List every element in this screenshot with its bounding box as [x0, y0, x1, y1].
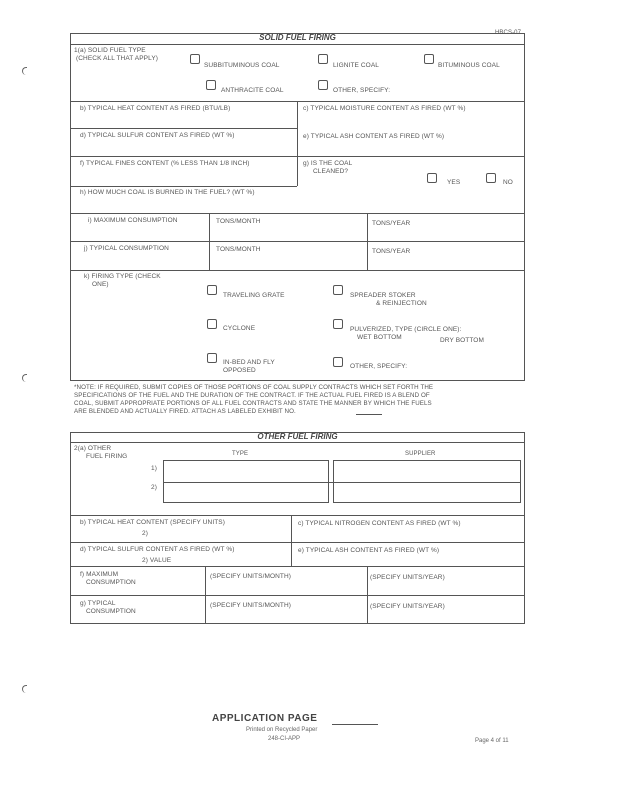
- dry-bottom-label: DRY BOTTOM: [440, 337, 484, 344]
- note-line-4: ARE BLENDED AND ACTUALLY FIRED. ATTACH AS LABELED EXHIBIT NO.: [74, 408, 296, 415]
- heat-content-label: b) TYPICAL HEAT CONTENT AS FIRED (BTU/LB): [80, 105, 231, 112]
- binding-mark-middle: [22, 374, 27, 382]
- wet-bottom-label: WET BOTTOM: [357, 334, 402, 341]
- binding-mark-bottom: [22, 685, 27, 693]
- firing-type-label-2: ONE): [92, 281, 109, 288]
- ash-content-label: e) TYPICAL ASH CONTENT AS FIRED (WT %): [303, 133, 445, 140]
- supplier-column-header: SUPPLIER: [405, 451, 436, 457]
- cyclone-label: CYCLONE: [223, 325, 256, 332]
- type-column-header: TYPE: [232, 451, 249, 457]
- lignite-label: LIGNITE COAL: [333, 62, 379, 69]
- moisture-content-label: c) TYPICAL MOISTURE CONTENT AS FIRED (WT %): [303, 105, 466, 112]
- binding-mark-top: [22, 67, 27, 75]
- other-max-units-month: (SPECIFY UNITS/MONTH): [210, 573, 292, 580]
- form-reference-code: 248-CI-APP: [268, 736, 301, 742]
- firing-type-label: k) FIRING TYPE (CHECK: [84, 273, 161, 280]
- fuel-row-1-supplier-field[interactable]: [333, 460, 521, 482]
- spreader-stoker-label: SPREADER STOKER: [350, 292, 416, 299]
- fuel-row-1-number: 1): [151, 465, 157, 472]
- other-max-consumption-label: f) MAXIMUM: [80, 571, 119, 578]
- other-typ-units-month: (SPECIFY UNITS/MONTH): [210, 602, 292, 609]
- application-page-title: APPLICATION PAGE: [212, 713, 318, 724]
- other-max-units-year: (SPECIFY UNITS/YEAR): [370, 574, 445, 581]
- fuel-row-2-supplier-field[interactable]: [333, 482, 521, 503]
- solid-q1-sub: (CHECK ALL THAT APPLY): [76, 55, 159, 62]
- cyclone-checkbox[interactable]: [207, 319, 217, 329]
- other-heat-content-1: 2): [142, 530, 148, 537]
- other-solid-label: OTHER, SPECIFY:: [333, 87, 391, 94]
- coal-cleaned-yes-label: YES: [447, 179, 461, 186]
- anthracite-label: ANTHRACITE COAL: [221, 87, 284, 94]
- fuel-row-1-type-field[interactable]: [163, 460, 329, 482]
- traveling-grate-checkbox[interactable]: [207, 285, 217, 295]
- note-line-2: SPECIFICATIONS OF THE FUEL AND THE DURATION OF THE CONTRACT. IF THE ACTUAL FUEL FIRED IS A BLEND OF: [74, 392, 430, 399]
- other-nitrogen-label: c) TYPICAL NITROGEN CONTENT AS FIRED (WT %): [298, 520, 461, 527]
- other-fuel-q-label-2: FUEL FIRING: [86, 453, 128, 460]
- coal-cleaned-label-2: CLEANED?: [313, 168, 349, 175]
- coal-cleaned-yes-checkbox[interactable]: [427, 173, 437, 183]
- typ-tons-year-label: TONS/YEAR: [372, 248, 411, 255]
- coal-cleaned-label: g) IS THE COAL: [303, 160, 353, 167]
- other-heat-content-label: b) TYPICAL HEAT CONTENT (SPECIFY UNITS): [80, 519, 225, 526]
- pulverized-checkbox[interactable]: [333, 319, 343, 329]
- other-typ-units-year: (SPECIFY UNITS/YEAR): [370, 603, 445, 610]
- coal-cleaned-no-checkbox[interactable]: [486, 173, 496, 183]
- subbituminous-checkbox[interactable]: [190, 54, 200, 64]
- note-line-1: *NOTE: IF REQUIRED, SUBMIT COPIES OF THOSE PORTIONS OF COAL SUPPLY CONTRACTS WHICH SET FORTH THE: [74, 384, 434, 391]
- other-sulfur-value: 2) VALUE: [142, 557, 172, 564]
- anthracite-checkbox[interactable]: [206, 80, 216, 90]
- other-ash-label: e) TYPICAL ASH CONTENT AS FIRED (WT %): [298, 547, 440, 554]
- other-sulfur-label: d) TYPICAL SULFUR CONTENT AS FIRED (WT %): [80, 546, 235, 553]
- other-solid-checkbox[interactable]: [318, 80, 328, 90]
- traveling-grate-label: TRAVELING GRATE: [223, 292, 285, 299]
- other-fuel-title: OTHER FUEL FIRING: [257, 432, 338, 441]
- typ-consumption-label: j) TYPICAL CONSUMPTION: [84, 245, 169, 252]
- other-firing-label: OTHER, SPECIFY:: [350, 363, 408, 370]
- max-tons-year-label: TONS/YEAR: [372, 220, 411, 227]
- coal-burned-label: h) HOW MUCH COAL IS BURNED IN THE FUEL? (WT %): [80, 189, 255, 196]
- solid-fuel-title: SOLID FUEL FIRING: [259, 33, 336, 42]
- other-firing-checkbox[interactable]: [333, 357, 343, 367]
- typ-tons-month-label: TONS/MONTH: [216, 246, 261, 253]
- coal-cleaned-no-label: NO: [503, 179, 513, 186]
- subbituminous-label: SUBBITUMINOUS COAL: [204, 62, 280, 69]
- fuel-row-2-number: 2): [151, 484, 157, 491]
- max-consumption-label: i) MAXIMUM CONSUMPTION: [88, 217, 178, 224]
- sulfur-content-label: d) TYPICAL SULFUR CONTENT AS FIRED (WT %): [80, 132, 235, 139]
- application-page-number-line: [332, 724, 378, 725]
- other-fuel-q-label: 2(a) OTHER: [74, 445, 112, 452]
- spreader-stoker-label-2: & REINJECTION: [376, 300, 427, 307]
- lignite-checkbox[interactable]: [318, 54, 328, 64]
- bituminous-label: BITUMINOUS COAL: [438, 62, 500, 69]
- page-number: Page 4 of 11: [475, 738, 509, 744]
- fluidized-bed-checkbox[interactable]: [207, 353, 217, 363]
- note-line-3: COAL, SUBMIT APPROPRIATE PORTIONS OF ALL FUEL CONTRACTS AND STATE THE MANNER BY WHICH THE FUELS: [74, 400, 432, 407]
- other-typ-consumption-label-2: CONSUMPTION: [86, 608, 136, 615]
- pulverized-label: PULVERIZED, TYPE (CIRCLE ONE):: [350, 326, 462, 333]
- fuel-row-2-type-field[interactable]: [163, 482, 329, 503]
- form-code: HBCS-07: [495, 30, 522, 36]
- fluidized-bed-label: IN-BED AND FLY: [223, 359, 275, 366]
- other-typ-consumption-label: g) TYPICAL: [80, 600, 116, 607]
- other-max-consumption-label-2: CONSUMPTION: [86, 579, 136, 586]
- recycled-paper-note: Printed on Recycled Paper: [246, 727, 318, 733]
- fines-content-label: f) TYPICAL FINES CONTENT (% LESS THAN 1/8 INCH): [80, 160, 250, 167]
- bituminous-checkbox[interactable]: [424, 54, 434, 64]
- solid-q1-label: 1(a) SOLID FUEL TYPE: [74, 47, 146, 54]
- spreader-stoker-checkbox[interactable]: [333, 285, 343, 295]
- max-tons-month-label: TONS/MONTH: [216, 218, 261, 225]
- fluidized-bed-label-2: OPPOSED: [223, 367, 256, 374]
